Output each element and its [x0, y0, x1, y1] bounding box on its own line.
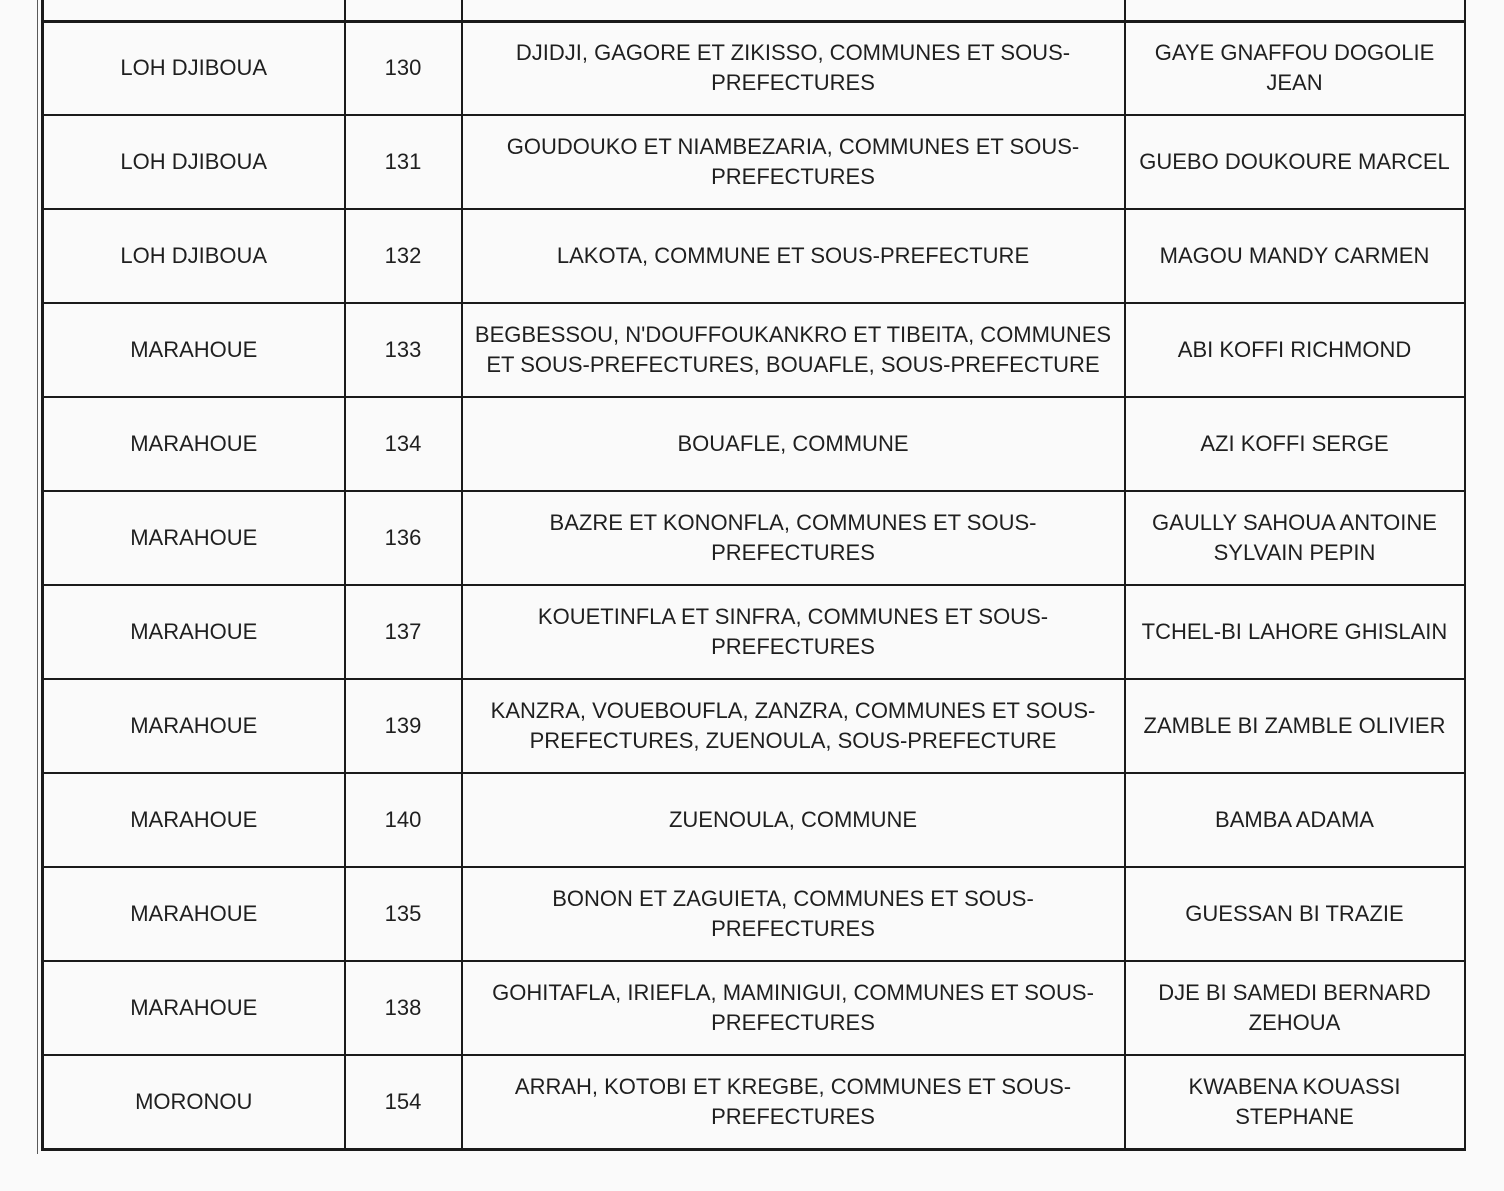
description-cell: BONON ET ZAGUIETA, COMMUNES ET SOUS-PREFECTURES	[462, 867, 1125, 961]
number-cell: 154	[345, 1055, 462, 1149]
region-cell: MARAHOUE	[43, 773, 345, 867]
table-row	[43, 585, 1465, 679]
description-cell: LAKOTA, COMMUNE ET SOUS-PREFECTURE	[462, 209, 1125, 303]
number-cell: 131	[345, 115, 462, 209]
number-cell: 140	[345, 773, 462, 867]
name-cell: GUEBO DOUKOURE MARCEL	[1125, 115, 1465, 209]
region-cell: LOH DJIBOUA	[43, 209, 345, 303]
table-row	[43, 21, 1465, 115]
number-cell: 137	[345, 585, 462, 679]
region-cell	[43, 0, 345, 21]
number-cell: 135	[345, 867, 462, 961]
description-cell: GOUDOUKO ET NIAMBEZARIA, COMMUNES ET SOUS-PREFECTURES	[462, 115, 1125, 209]
number-cell: 133	[345, 303, 462, 397]
name-cell: DJE BI SAMEDI BERNARD ZEHOUA	[1125, 961, 1465, 1055]
description-cell: ZUENOULA, COMMUNE	[462, 773, 1125, 867]
region-cell: MARAHOUE	[43, 397, 345, 491]
table-row	[43, 115, 1465, 209]
table-row	[43, 679, 1465, 773]
name-cell: KWABENA KOUASSI STEPHANE	[1125, 1055, 1465, 1149]
description-cell: KANZRA, VOUEBOUFLA, ZANZRA, COMMUNES ET SOUS-PREFECTURES, ZUENOULA, SOUS-PREFECTURE	[462, 679, 1125, 773]
table-row	[43, 961, 1465, 1055]
name-cell: BAMBA ADAMA	[1125, 773, 1465, 867]
name-cell: ZAMBLE BI ZAMBLE OLIVIER	[1125, 679, 1465, 773]
name-cell: MAGOU MANDY CARMEN	[1125, 209, 1465, 303]
number-cell: 139	[345, 679, 462, 773]
name-cell: AZI KOFFI SERGE	[1125, 397, 1465, 491]
description-cell	[462, 0, 1125, 21]
region-cell: MARAHOUE	[43, 491, 345, 585]
description-cell: BEGBESSOU, N'DOUFFOUKANKRO ET TIBEITA, COMMUNES ET SOUS-PREFECTURES, BOUAFLE, SOUS-PREFECTURE	[462, 303, 1125, 397]
table-row	[43, 397, 1465, 491]
name-cell: ABI KOFFI RICHMOND	[1125, 303, 1465, 397]
table-row-partial	[43, 0, 1465, 21]
number-cell: 136	[345, 491, 462, 585]
table-row	[43, 773, 1465, 867]
name-cell: GAULLY SAHOUA ANTOINE SYLVAIN PEPIN	[1125, 491, 1465, 585]
description-cell: DJIDJI, GAGORE ET ZIKISSO, COMMUNES ET SOUS-PREFECTURES	[462, 21, 1125, 115]
number-cell: 132	[345, 209, 462, 303]
name-cell	[1125, 0, 1465, 21]
description-cell: BAZRE ET KONONFLA, COMMUNES ET SOUS-PREFECTURES	[462, 491, 1125, 585]
number-cell: 134	[345, 397, 462, 491]
name-cell: GAYE GNAFFOU DOGOLIE JEAN	[1125, 21, 1465, 115]
number-cell: 130	[345, 21, 462, 115]
region-cell: MARAHOUE	[43, 303, 345, 397]
region-cell: MARAHOUE	[43, 867, 345, 961]
left-edge-line	[37, 0, 38, 1154]
table-row	[43, 303, 1465, 397]
table-row	[43, 867, 1465, 961]
description-cell: BOUAFLE, COMMUNE	[462, 397, 1125, 491]
table-row	[43, 209, 1465, 303]
region-cell: MARAHOUE	[43, 961, 345, 1055]
number-cell: 138	[345, 961, 462, 1055]
description-cell: GOHITAFLA, IRIEFLA, MAMINIGUI, COMMUNES ET SOUS-PREFECTURES	[462, 961, 1125, 1055]
region-cell: LOH DJIBOUA	[43, 21, 345, 115]
number-cell	[345, 0, 462, 21]
region-cell: MARAHOUE	[43, 679, 345, 773]
name-cell: GUESSAN BI TRAZIE	[1125, 867, 1465, 961]
region-cell: MORONOU	[43, 1055, 345, 1149]
name-cell: TCHEL-BI LAHORE GHISLAIN	[1125, 585, 1465, 679]
table-row	[43, 1055, 1465, 1149]
region-cell: LOH DJIBOUA	[43, 115, 345, 209]
electoral-circonscriptions-table	[41, 0, 1466, 1151]
description-cell: KOUETINFLA ET SINFRA, COMMUNES ET SOUS-PREFECTURES	[462, 585, 1125, 679]
description-cell: ARRAH, KOTOBI ET KREGBE, COMMUNES ET SOUS-PREFECTURES	[462, 1055, 1125, 1149]
region-cell: MARAHOUE	[43, 585, 345, 679]
table-row	[43, 491, 1465, 585]
